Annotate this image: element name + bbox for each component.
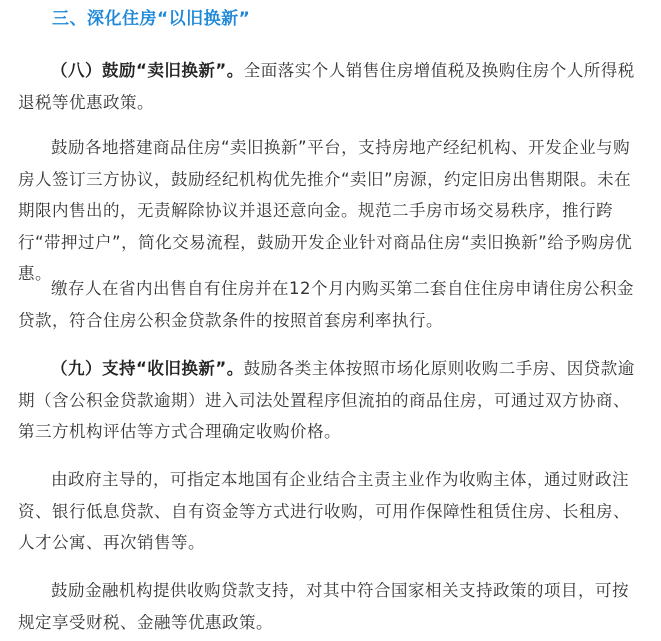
paragraph-text: 鼓励各类主体按照市场化原则收购二手房、因贷款逾期（含公积金贷款逾期）进入司法处置程序但流拍的商品住房，可通过双方协商、第三方机构评估等方式合理确定收购价格。 [18,359,635,441]
paragraph-text: 缴存人在省内出售自有住房并在12个月内购买第二套自住住房申请住房公积金贷款，符合住房公积金贷款条件的按照首套房利率执行。 [18,279,634,330]
paragraph-text: 由政府主导的，可指定本地国有企业结合主责主业作为收购主体，通过财政注资、银行低息贷款、自有资金等方式进行收购，可用作保障性租赁住房、长租房、人才公寓、再次销售等。 [18,470,630,552]
paragraph-provident-fund [18,273,644,336]
paragraph-platform [18,132,644,290]
paragraph-financial-support [18,575,644,638]
paragraph-government-led [18,464,644,559]
section-title: 三、深化住房“以旧换新” [52,9,251,29]
paragraph-lead: （九）支持“收旧换新”。 [51,359,244,378]
paragraph-text: 鼓励各地搭建商品住房“卖旧换新”平台，支持房地产经纪机构、开发企业与购房人签订三方协议，鼓励经纪机构优先推介“卖旧”房源，约定旧房出售期限。未在期限内售出的，无责解除协议并退还意向金。规范二手房市场交易秩序，推行跨行“带押过户”，简化交易流程，鼓励开发企业针对商品住房“卖旧换新”给予购房优惠。 [18,138,633,283]
paragraph-text: 全面落实个人销售住房增值税及换购住房个人所得税退税等优惠政策。 [18,61,635,112]
paragraph-text: 鼓励金融机构提供收购贷款支持，对其中符合国家相关支持政策的项目，可按规定享受财税、金融等优惠政策。 [18,581,629,632]
paragraph-sell-old-buy-new [18,55,644,118]
paragraph-purchase-old-buy-new [18,353,644,448]
paragraph-lead: （八）鼓励“卖旧换新”。 [51,61,244,80]
